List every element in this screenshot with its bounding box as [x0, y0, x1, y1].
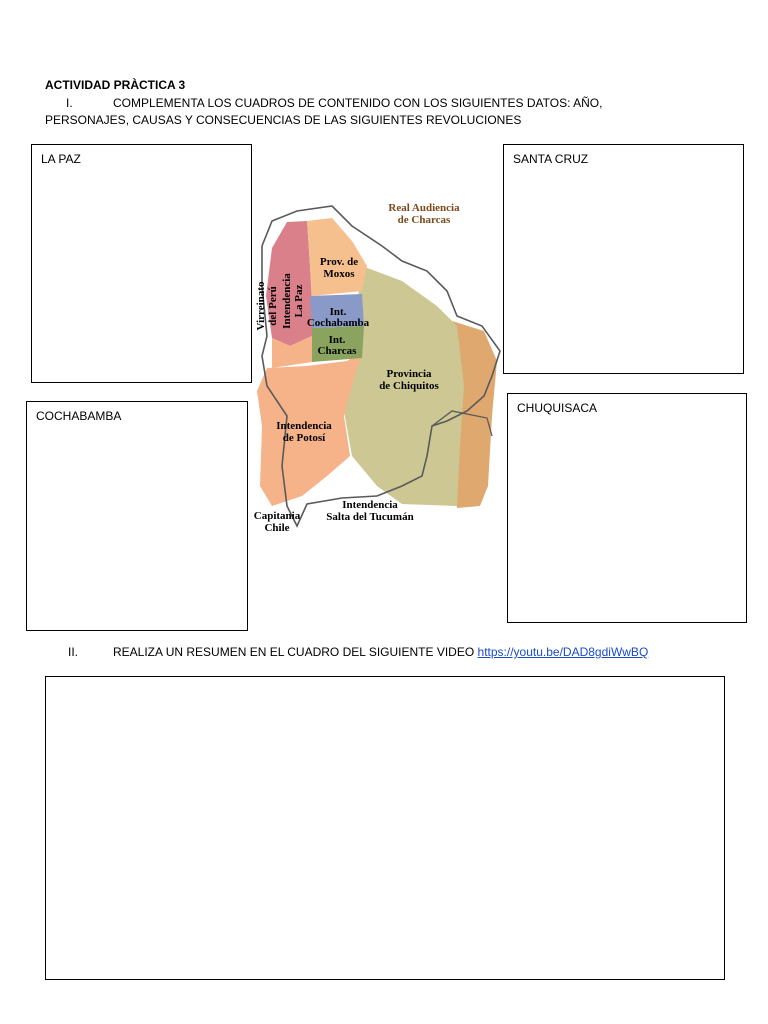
la-paz-answer-box[interactable]: [31, 144, 252, 383]
map-label-virreinato-line1: Virreinato: [255, 281, 267, 331]
chuquisaca-answer-box[interactable]: [507, 393, 747, 623]
santa-cruz-box-label: SANTA CRUZ: [513, 152, 589, 166]
chuquisaca-box-label: CHUQUISACA: [517, 401, 598, 415]
map-label-virreinato-line2: del Perú: [267, 286, 279, 326]
map-label-chiquitos-line1: Provincia: [386, 368, 432, 380]
map-label-cochabamba-line1: Int.: [329, 306, 347, 318]
map-label-la-paz-line2: La Paz: [293, 284, 305, 318]
la-paz-box-label: LA PAZ: [41, 152, 81, 166]
section-1-number: I.: [66, 96, 73, 110]
map-label-charcas-line1: Int.: [328, 334, 346, 346]
section-2-instruction: [113, 645, 648, 659]
section-2-number: II.: [68, 645, 79, 659]
map-label-la-paz-line1: Intendencia: [281, 273, 293, 329]
map-label-charcas-line2: Charcas: [317, 345, 357, 357]
santa-cruz-answer-box[interactable]: [503, 144, 744, 374]
map-label-potosi-line2: de Potosí: [282, 432, 326, 444]
video-link[interactable]: https://youtu.be/DAD8gdiWwBQ: [477, 645, 649, 659]
section-1-instruction-line2: PERSONAJES, CAUSAS Y CONSECUENCIAS DE LAS SIGUIENTES REVOLUCIONES: [45, 113, 522, 127]
map-label-moxos-line1: Prov. de: [319, 256, 359, 268]
map-label-moxos-line2: Moxos: [323, 268, 355, 280]
summary-answer-box[interactable]: [45, 676, 725, 980]
cochabamba-answer-box[interactable]: [26, 401, 248, 631]
map-label-chiquitos-line2: de Chiquitos: [379, 380, 439, 392]
real-audiencia-charcas-map: [252, 186, 503, 543]
map-label-cochabamba-line2: Cochabamba: [306, 317, 370, 329]
activity-title: ACTIVIDAD PRÀCTICA 3: [45, 78, 186, 92]
map-label-potosi-line1: Intendencia: [276, 420, 332, 432]
section-2-text: REALIZA UN RESUMEN EN EL CUADRO DEL SIGUIENTE VIDEO: [113, 645, 478, 659]
map-label-tucuman-line1: Intendencia: [342, 499, 398, 511]
map-title-line2: de Charcas: [397, 214, 451, 226]
map-label-chile-line2: Chile: [264, 522, 290, 534]
cochabamba-box-label: COCHABAMBA: [36, 409, 122, 423]
section-1-instruction-line1: COMPLEMENTA LOS CUADROS DE CONTENIDO CON LOS SIGUIENTES DATOS: AÑO,: [113, 96, 603, 110]
map-label-tucuman-line2: Salta del Tucumán: [326, 511, 414, 523]
map-label-chile-line1: Capitania: [253, 510, 301, 522]
map-title-line1: Real Audiencia: [388, 202, 460, 214]
